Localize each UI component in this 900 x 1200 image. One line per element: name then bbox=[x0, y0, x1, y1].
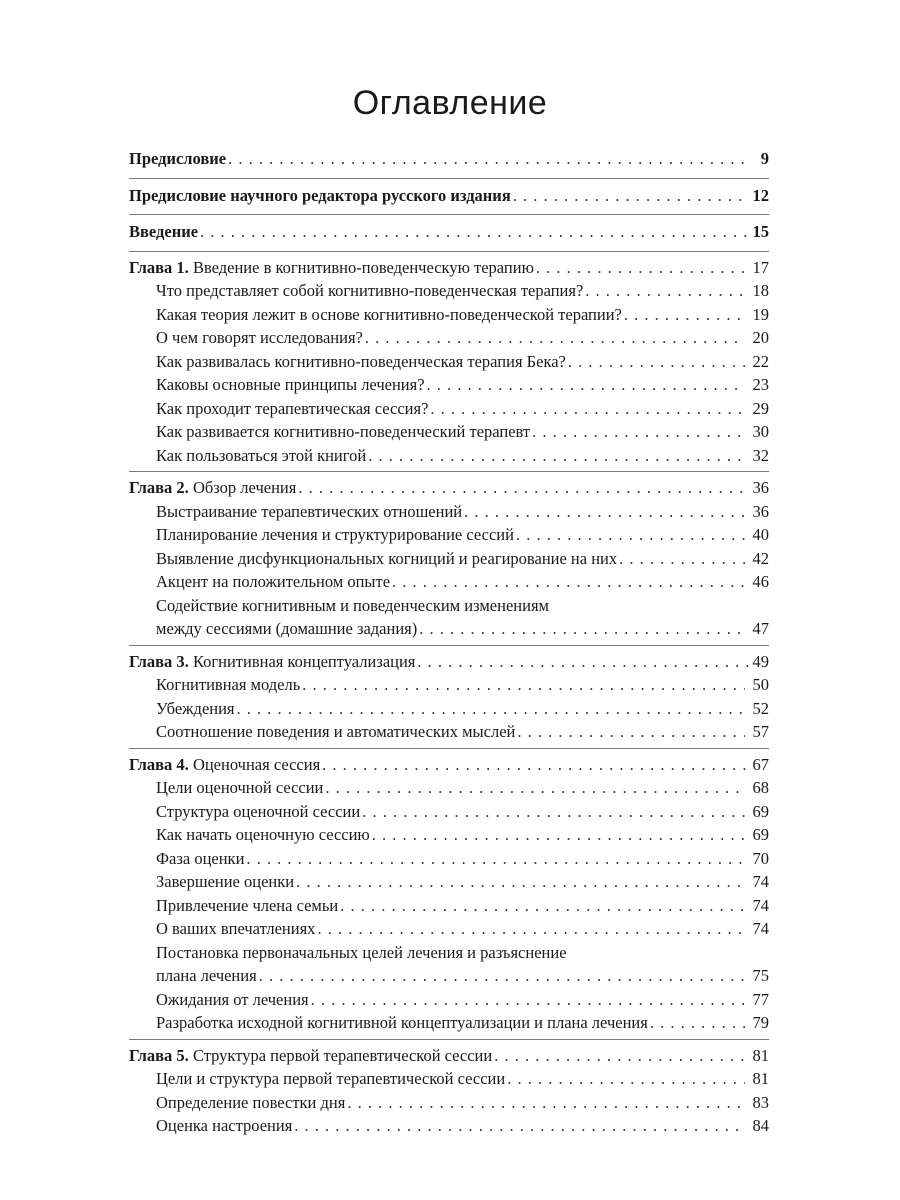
toc-section[interactable] bbox=[129, 444, 769, 468]
toc-page-number: 70 bbox=[752, 848, 769, 868]
toc-section[interactable] bbox=[129, 894, 769, 918]
toc-section-label: плана лечения bbox=[156, 966, 257, 985]
toc-section-label: Структура оценочной сессии bbox=[156, 801, 361, 821]
leader-dots bbox=[347, 1091, 745, 1115]
toc-section-label: Оценка настроения bbox=[156, 1116, 293, 1135]
chapter-title: Введение в когнитивно-поведенческую терапию bbox=[192, 257, 534, 277]
toc-section-label: Что представляет собой когнитивно-поведенческая терапия? bbox=[156, 281, 584, 300]
divider bbox=[129, 1039, 769, 1040]
toc-chapter-1[interactable] bbox=[129, 256, 769, 280]
toc-page-number: 20 bbox=[752, 328, 769, 347]
chapter-title: Обзор лечения bbox=[192, 478, 297, 497]
leader-dots bbox=[237, 697, 745, 721]
divider bbox=[129, 251, 769, 252]
toc-page-number: 15 bbox=[752, 222, 769, 241]
toc-section[interactable] bbox=[129, 373, 769, 397]
leader-dots bbox=[368, 444, 745, 468]
toc-section-label: Как проходит терапевтическая сессия? bbox=[156, 398, 429, 418]
toc-page-number: 79 bbox=[752, 1013, 769, 1032]
leader-dots bbox=[200, 220, 749, 244]
chapter-title: Структура первой терапевтической сессии bbox=[192, 1045, 493, 1065]
toc-page-number: 23 bbox=[752, 375, 769, 394]
leader-dots bbox=[296, 870, 745, 894]
leader-dots bbox=[311, 988, 745, 1012]
toc-entry-introduction[interactable] bbox=[129, 219, 769, 247]
toc-chapter-label bbox=[129, 256, 534, 280]
chapter-number: Глава 2. bbox=[129, 478, 189, 497]
toc-page-number: 84 bbox=[752, 1116, 769, 1135]
leader-dots bbox=[507, 1067, 745, 1091]
toc-section-label: Привлечение члена семьи bbox=[156, 895, 339, 915]
toc-page-number: 83 bbox=[752, 1092, 769, 1112]
toc-entry-label: Введение bbox=[129, 222, 199, 241]
toc-page-number: 69 bbox=[752, 801, 769, 821]
toc-page-number: 9 bbox=[760, 149, 769, 168]
divider bbox=[129, 645, 769, 646]
toc-section[interactable] bbox=[129, 720, 769, 744]
toc-chapter-label bbox=[129, 753, 320, 777]
toc-section-label: Выявление дисфункциональных когниций и реагирование на них bbox=[156, 548, 618, 568]
leader-dots bbox=[392, 570, 745, 594]
toc-section-label: Завершение оценки bbox=[156, 872, 295, 891]
leader-dots bbox=[650, 1011, 745, 1035]
toc-section[interactable] bbox=[129, 420, 769, 444]
leader-dots bbox=[362, 800, 745, 824]
chapter-title: Оценочная сессия bbox=[192, 754, 321, 774]
chapter-number: Глава 5. bbox=[129, 1045, 189, 1065]
toc-section[interactable] bbox=[129, 547, 769, 571]
leader-dots bbox=[532, 420, 745, 444]
toc-section[interactable] bbox=[129, 847, 769, 871]
toc-section-label: Как начать оценочную сессию bbox=[156, 825, 370, 844]
toc-page-number: 17 bbox=[752, 257, 769, 277]
toc-page-number: 68 bbox=[752, 778, 769, 797]
toc-entry-label: Предисловие bbox=[129, 149, 227, 168]
toc-section[interactable] bbox=[129, 303, 769, 327]
toc-page-number: 75 bbox=[752, 966, 769, 985]
toc-section-label: Цели оценочной сессии bbox=[156, 778, 324, 797]
toc-section-label: О ваших впечатлениях bbox=[156, 919, 316, 938]
toc-section[interactable] bbox=[129, 326, 769, 350]
divider bbox=[129, 178, 769, 179]
toc-entry-label: Предисловие научного редактора русского издания bbox=[129, 185, 511, 205]
toc-page-number: 74 bbox=[752, 919, 769, 938]
toc-page-number: 22 bbox=[752, 351, 769, 371]
toc-page-number: 74 bbox=[752, 895, 769, 915]
chapter-number: Глава 4. bbox=[129, 754, 189, 774]
toc-chapter-3[interactable] bbox=[129, 650, 769, 674]
toc-section[interactable] bbox=[129, 776, 769, 800]
toc-page-number: 47 bbox=[752, 619, 769, 638]
toc-page-number: 46 bbox=[752, 572, 769, 591]
toc-page-number: 18 bbox=[752, 281, 769, 300]
toc-page-number: 30 bbox=[752, 422, 769, 441]
toc-page-number: 52 bbox=[752, 698, 769, 718]
toc-section[interactable] bbox=[129, 1114, 769, 1138]
leader-dots bbox=[417, 650, 749, 674]
toc-entry-editor-preface[interactable] bbox=[129, 183, 769, 211]
leader-dots bbox=[430, 397, 745, 421]
toc-section-label: Как развивалась когнитивно-поведенческая терапия Бека? bbox=[156, 351, 566, 371]
toc-page-number: 36 bbox=[752, 501, 769, 521]
leader-dots bbox=[317, 917, 745, 941]
leader-dots bbox=[568, 350, 745, 374]
toc-section-label: Когнитивная модель bbox=[156, 675, 301, 694]
toc-page-number: 32 bbox=[752, 445, 769, 465]
leader-dots bbox=[340, 894, 745, 918]
leader-dots bbox=[325, 776, 745, 800]
toc-section-label: Выстраивание терапевтических отношений bbox=[156, 501, 463, 521]
toc-section[interactable] bbox=[129, 697, 769, 721]
toc-section-label: Какая теория лежит в основе когнитивно-поведенческой терапии? bbox=[156, 304, 622, 324]
leader-dots bbox=[513, 184, 749, 208]
leader-dots bbox=[419, 617, 745, 641]
divider bbox=[129, 748, 769, 749]
toc-section[interactable] bbox=[129, 988, 769, 1012]
toc-section[interactable] bbox=[129, 964, 769, 988]
divider bbox=[129, 214, 769, 215]
toc-section-first-line[interactable]: Содействие когнитивным и поведенческим изменениям bbox=[156, 595, 549, 615]
leader-dots bbox=[624, 303, 745, 327]
toc-section-label: Как развивается когнитивно-поведенческий терапевт bbox=[156, 422, 531, 441]
toc-section-label: Убеждения bbox=[156, 698, 235, 718]
toc-section[interactable] bbox=[129, 523, 769, 547]
toc-section[interactable] bbox=[129, 500, 769, 524]
toc-entry-preface[interactable] bbox=[129, 146, 769, 174]
toc-page-number: 67 bbox=[752, 754, 769, 774]
toc-section[interactable] bbox=[129, 1067, 769, 1091]
toc-page-number: 69 bbox=[752, 825, 769, 844]
chapter-number: Глава 1. bbox=[129, 257, 189, 277]
toc-section[interactable] bbox=[129, 279, 769, 303]
leader-dots bbox=[294, 1114, 745, 1138]
toc-section-label: Ожидания от лечения bbox=[156, 989, 309, 1009]
toc-page-number: 77 bbox=[752, 989, 769, 1009]
toc-section-label: Как пользоваться этой книгой bbox=[156, 445, 367, 465]
toc-page-number: 74 bbox=[752, 872, 769, 891]
leader-dots bbox=[536, 256, 749, 280]
table-of-contents bbox=[129, 146, 769, 1138]
toc-section-label: Разработка исходной когнитивной концептуализации и плана лечения bbox=[156, 1013, 648, 1032]
toc-section[interactable] bbox=[129, 570, 769, 594]
toc-section-label: Каковы основные принципы лечения? bbox=[156, 375, 425, 394]
leader-dots bbox=[228, 147, 749, 171]
toc-page-number: 50 bbox=[752, 675, 769, 694]
toc-page-number: 40 bbox=[752, 525, 769, 544]
toc-section[interactable] bbox=[129, 823, 769, 847]
leader-dots bbox=[585, 279, 745, 303]
toc-section-label: Цели и структура первой терапевтической сессии bbox=[156, 1069, 506, 1088]
toc-section[interactable] bbox=[129, 1091, 769, 1115]
toc-section-label: Определение повестки дня bbox=[156, 1092, 346, 1112]
leader-dots bbox=[494, 1044, 749, 1068]
toc-chapter-4[interactable] bbox=[129, 753, 769, 777]
leader-dots bbox=[302, 673, 745, 697]
chapter-title: Когнитивная концептуализация bbox=[192, 651, 416, 671]
toc-page-number: 29 bbox=[752, 398, 769, 418]
toc-page-number: 49 bbox=[752, 651, 769, 671]
toc-section-label: Фаза оценки bbox=[156, 848, 245, 868]
leader-dots bbox=[516, 523, 745, 547]
toc-section[interactable] bbox=[129, 800, 769, 824]
toc-section-label: между сессиями (домашние задания) bbox=[156, 619, 418, 638]
leader-dots bbox=[246, 847, 745, 871]
toc-section[interactable] bbox=[129, 1011, 769, 1035]
toc-chapter-label bbox=[129, 1044, 492, 1068]
toc-section-label: Соотношение поведения и автоматических мыслей bbox=[156, 722, 516, 741]
toc-page-number: 36 bbox=[752, 478, 769, 497]
toc-section[interactable] bbox=[129, 917, 769, 941]
toc-section[interactable] bbox=[129, 673, 769, 697]
toc-section[interactable] bbox=[129, 397, 769, 421]
toc-section[interactable] bbox=[129, 870, 769, 894]
toc-section-label: О чем говорят исследования? bbox=[156, 328, 363, 347]
leader-dots bbox=[517, 720, 745, 744]
leader-dots bbox=[259, 964, 745, 988]
leader-dots bbox=[372, 823, 745, 847]
leader-dots bbox=[619, 547, 745, 571]
leader-dots bbox=[427, 373, 745, 397]
leader-dots bbox=[464, 500, 745, 524]
leader-dots bbox=[365, 326, 745, 350]
toc-page-number: 57 bbox=[752, 722, 769, 741]
toc-section-label: Планирование лечения и структурирование сессий bbox=[156, 525, 514, 544]
toc-page-number: 81 bbox=[752, 1045, 769, 1065]
chapter-number: Глава 3. bbox=[129, 651, 189, 671]
toc-chapter-label bbox=[129, 650, 415, 674]
divider bbox=[129, 471, 769, 472]
toc-page-number: 42 bbox=[752, 548, 769, 568]
toc-page-number: 12 bbox=[752, 185, 769, 205]
leader-dots bbox=[322, 753, 749, 777]
toc-chapter-2[interactable] bbox=[129, 476, 769, 500]
toc-section-label: Акцент на положительном опыте bbox=[156, 572, 391, 591]
page-title: Оглавление bbox=[352, 84, 548, 122]
toc-section[interactable] bbox=[129, 350, 769, 374]
toc-page-number: 81 bbox=[752, 1069, 769, 1088]
toc-page-number: 19 bbox=[752, 304, 769, 324]
toc-chapter-5[interactable] bbox=[129, 1044, 769, 1068]
leader-dots bbox=[298, 476, 749, 500]
toc-section-first-line[interactable]: Постановка первоначальных целей лечения и разъяснение bbox=[156, 942, 567, 962]
toc-chapter-label bbox=[129, 476, 296, 500]
toc-section[interactable] bbox=[129, 617, 769, 641]
